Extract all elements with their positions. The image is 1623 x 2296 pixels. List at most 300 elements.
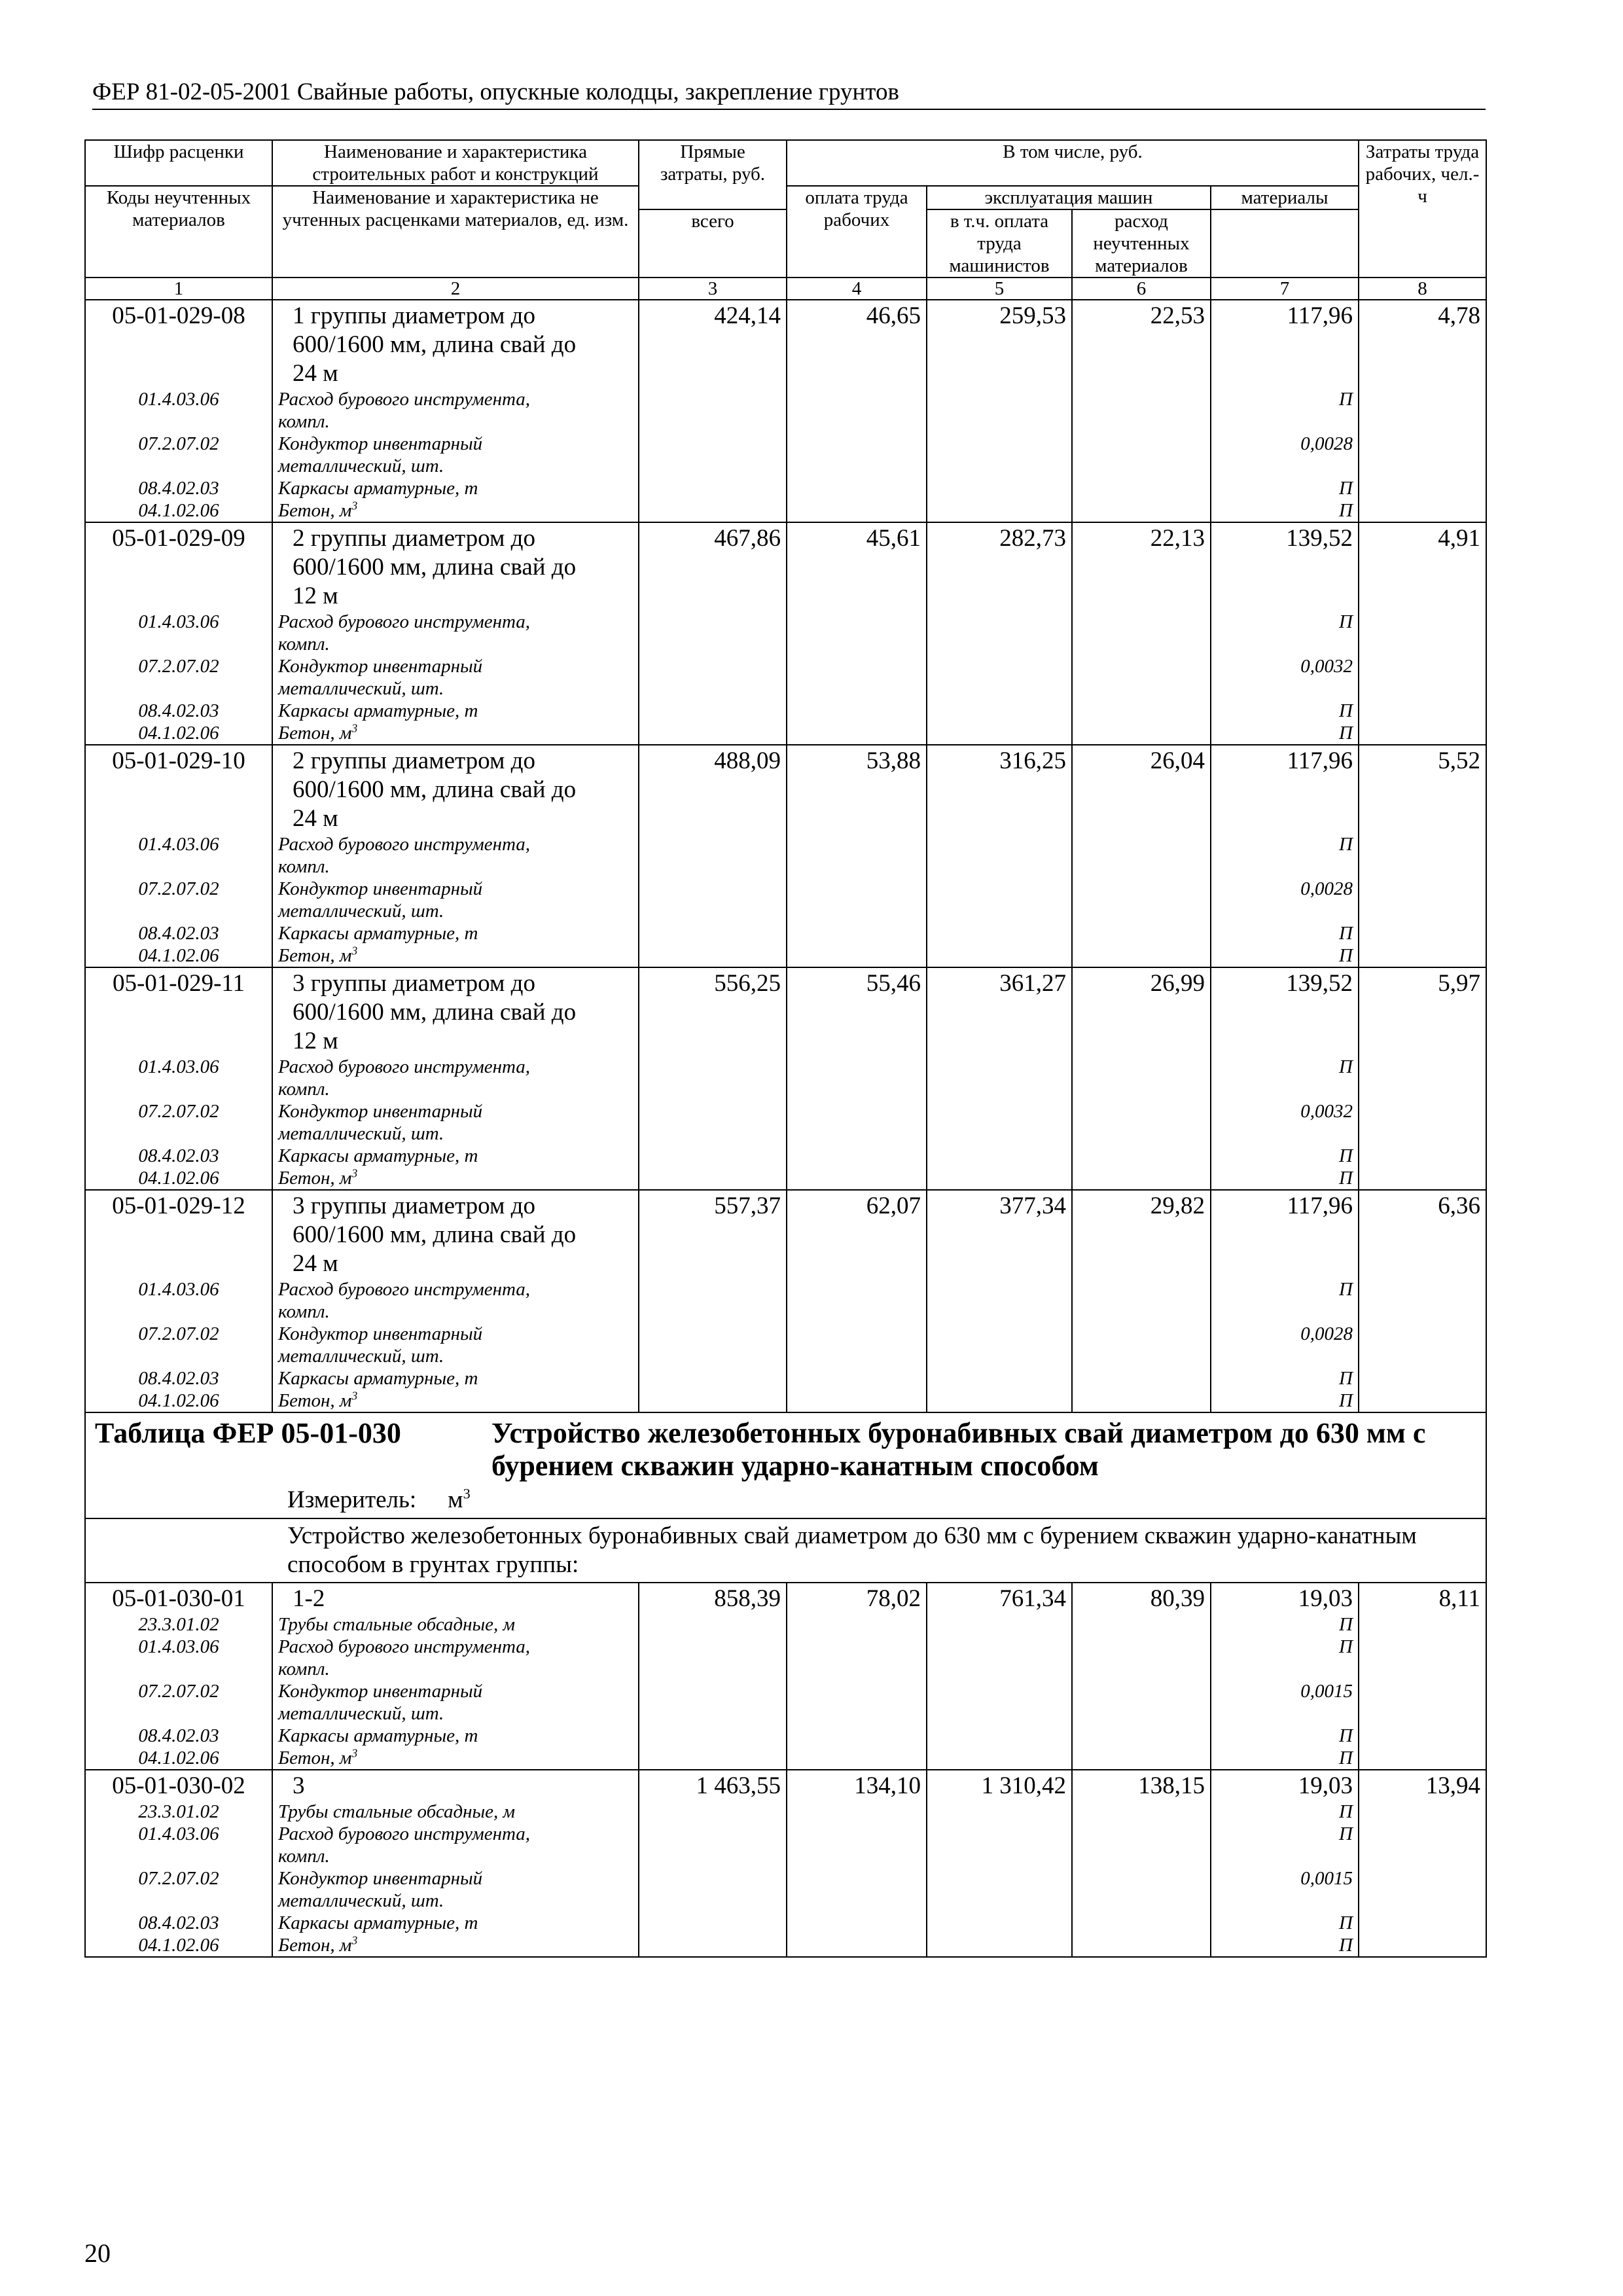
labor-hours: 4,78 (1359, 300, 1486, 388)
empty-cell (1359, 1934, 1486, 1957)
material-name (272, 1100, 639, 1145)
direct-costs: 1 463,55 (639, 1770, 787, 1801)
rate-name (272, 300, 639, 388)
text-line: Бетон, м (278, 945, 352, 966)
page-number: 20 (84, 2238, 111, 2268)
text-line: металлический, шт. (278, 1346, 444, 1367)
direct-costs: 858,39 (639, 1583, 787, 1613)
material-name (272, 1934, 639, 1957)
material-code: 01.4.03.06 (85, 1823, 272, 1867)
text-line: 3 группы диаметром до (293, 970, 535, 997)
material-consumption: П (1211, 833, 1359, 878)
material-name (272, 1725, 639, 1747)
rate-name (272, 522, 639, 611)
labor-hours: 4,91 (1359, 522, 1486, 611)
empty-cell (1072, 499, 1211, 522)
empty-cell (1359, 477, 1486, 499)
superscript: 3 (351, 1166, 358, 1180)
text-line: компл. (278, 411, 330, 432)
material-name (272, 1823, 639, 1867)
material-name (272, 944, 639, 967)
labor-pay: 55,46 (787, 967, 927, 1056)
empty-cell (639, 1100, 787, 1145)
material-row (85, 1934, 1486, 1957)
column-number: 8 (1359, 278, 1486, 300)
empty-cell (1359, 1613, 1486, 1636)
empty-cell (787, 1680, 927, 1725)
rate-row (85, 300, 1486, 388)
empty-cell (1359, 388, 1486, 433)
empty-cell (1072, 655, 1211, 700)
empty-cell (1072, 1934, 1211, 1957)
empty-cell (1072, 722, 1211, 745)
material-consumption: П (1211, 499, 1359, 522)
empty-cell (639, 1747, 787, 1770)
empty-cell (927, 1725, 1072, 1747)
empty-cell (1072, 1167, 1211, 1190)
empty-cell (787, 700, 927, 722)
section-title (91, 1413, 1480, 1482)
materials-cost: 139,52 (1211, 967, 1359, 1056)
direct-costs: 557,37 (639, 1190, 787, 1278)
empty-cell (927, 722, 1072, 745)
empty-cell (1072, 477, 1211, 499)
labor-pay: 78,02 (787, 1583, 927, 1613)
empty-cell (787, 1278, 927, 1323)
material-name (272, 388, 639, 433)
materials-cost: 117,96 (1211, 300, 1359, 388)
rate-code: 05-01-030-02 (85, 1770, 272, 1801)
superscript: 3 (351, 499, 358, 512)
material-consumption: П (1211, 611, 1359, 655)
text-line: Бетон, м (278, 1935, 352, 1956)
rate-row (85, 1583, 1486, 1613)
labor-hours: 6,36 (1359, 1190, 1486, 1278)
empty-cell (1072, 1747, 1211, 1770)
direct-costs: 556,25 (639, 967, 787, 1056)
material-code: 23.3.01.02 (85, 1801, 272, 1823)
text-line: 24 м (293, 360, 338, 387)
material-name (272, 1867, 639, 1912)
text-line: металлический, шт. (278, 901, 444, 922)
material-code: 08.4.02.03 (85, 1145, 272, 1167)
empty-cell (787, 722, 927, 745)
header-ekspluatatsiya: эксплуатация машин (927, 186, 1211, 209)
empty-cell (639, 1823, 787, 1867)
empty-cell (1072, 1145, 1211, 1167)
empty-cell (1072, 944, 1211, 967)
superscript: 3 (351, 944, 358, 958)
materials-cost: 117,96 (1211, 1190, 1359, 1278)
material-row (85, 1636, 1486, 1680)
direct-costs: 424,14 (639, 300, 787, 388)
empty-cell (639, 1867, 787, 1912)
rate-code: 05-01-029-09 (85, 522, 272, 611)
labor-pay: 45,61 (787, 522, 927, 611)
rate-row (85, 1190, 1486, 1278)
text-line: металлический, шт. (278, 1703, 444, 1724)
text-line: Расход бурового инструмента, (278, 389, 531, 410)
text-line: Каркасы арматурные, т (278, 1145, 478, 1166)
labor-hours: 5,52 (1359, 745, 1486, 833)
machines-total: 316,25 (927, 745, 1072, 833)
meter-label: Измеритель: (287, 1486, 417, 1513)
empty-cell (787, 1367, 927, 1390)
material-row (85, 1056, 1486, 1100)
material-name (272, 1801, 639, 1823)
material-code: 04.1.02.06 (85, 1934, 272, 1957)
header-materialy: материалы (1211, 186, 1359, 209)
text-line: металлический, шт. (278, 678, 444, 699)
superscript: 3 (351, 721, 358, 735)
empty-cell (1072, 1680, 1211, 1725)
section-table-id: Таблица ФЕР 05-01-030 (95, 1417, 401, 1449)
text-line: 2 группы диаметром до (293, 747, 535, 774)
material-code: 04.1.02.06 (85, 944, 272, 967)
empty-cell (639, 499, 787, 522)
empty-cell (927, 1636, 1072, 1680)
material-code: 07.2.07.02 (85, 433, 272, 477)
column-number: 6 (1072, 278, 1211, 300)
empty-cell (639, 700, 787, 722)
empty-cell (1359, 1145, 1486, 1167)
material-code: 07.2.07.02 (85, 1100, 272, 1145)
text-line: компл. (278, 856, 330, 877)
empty-cell (787, 1323, 927, 1367)
header-pryamye: Прямые затраты, руб. (639, 140, 787, 209)
empty-cell (1072, 611, 1211, 655)
text-line: металлический, шт. (278, 1123, 444, 1144)
superscript: 3 (351, 1746, 358, 1760)
empty-cell (927, 611, 1072, 655)
header-naimenovanie: Наименование и характеристика строительных работ и конструкций (272, 140, 639, 186)
material-code: 08.4.02.03 (85, 1912, 272, 1934)
material-row (85, 944, 1486, 967)
material-row (85, 433, 1486, 477)
material-name (272, 1056, 639, 1100)
material-name (272, 878, 639, 922)
material-name (272, 611, 639, 655)
material-code: 01.4.03.06 (85, 1278, 272, 1323)
section-name (491, 1417, 1476, 1482)
text-line: Кондуктор инвентарный (278, 1868, 483, 1889)
text-line: Бетон, м (278, 1748, 352, 1768)
empty-cell (1072, 388, 1211, 433)
empty-cell (639, 1367, 787, 1390)
empty-cell (787, 878, 927, 922)
material-row (85, 1613, 1486, 1636)
material-consumption: П (1211, 944, 1359, 967)
text-line: 2 группы диаметром до (293, 525, 535, 552)
empty-cell (927, 477, 1072, 499)
header-oplata: оплата труда рабочих (787, 186, 927, 278)
empty-cell (787, 1167, 927, 1190)
empty-cell (927, 922, 1072, 944)
material-name (272, 1323, 639, 1367)
empty-cell (1359, 700, 1486, 722)
material-code: 01.4.03.06 (85, 388, 272, 433)
text-line: 24 м (293, 805, 338, 832)
text-line: 3 группы диаметром до (293, 1193, 535, 1219)
empty-cell (787, 611, 927, 655)
material-name (272, 922, 639, 944)
empty-cell (1072, 1056, 1211, 1100)
text-line: Расход бурового инструмента, (278, 1279, 531, 1300)
empty-cell (787, 1056, 927, 1100)
material-name (272, 1167, 639, 1190)
material-code: 07.2.07.02 (85, 655, 272, 700)
operators-pay: 26,99 (1072, 967, 1211, 1056)
material-name (272, 499, 639, 522)
material-consumption: П (1211, 1934, 1359, 1957)
empty-cell (927, 833, 1072, 878)
empty-cell (1072, 1367, 1211, 1390)
empty-cell (1359, 433, 1486, 477)
material-name (272, 1367, 639, 1390)
empty-cell (639, 611, 787, 655)
empty-cell (787, 1823, 927, 1867)
empty-cell (787, 655, 927, 700)
material-name (272, 655, 639, 700)
empty-cell (1359, 1367, 1486, 1390)
labor-pay: 62,07 (787, 1190, 927, 1278)
text-line: Бетон, м (278, 1168, 352, 1189)
empty-cell (927, 878, 1072, 922)
rate-code: 05-01-029-08 (85, 300, 272, 388)
text-line: Расход бурового инструмента, (278, 611, 531, 632)
section-header (85, 1412, 1486, 1518)
material-code: 07.2.07.02 (85, 1680, 272, 1725)
empty-cell (639, 1056, 787, 1100)
empty-cell (927, 655, 1072, 700)
empty-cell (787, 1801, 927, 1823)
rate-code: 05-01-029-12 (85, 1190, 272, 1278)
empty-cell (1359, 1636, 1486, 1680)
empty-cell (927, 1390, 1072, 1412)
material-code: 01.4.03.06 (85, 833, 272, 878)
column-number: 4 (787, 278, 927, 300)
material-row (85, 1725, 1486, 1747)
empty-cell (1359, 878, 1486, 922)
empty-cell (1359, 1912, 1486, 1934)
text-line: Каркасы арматурные, т (278, 923, 478, 944)
material-name (272, 1390, 639, 1412)
rate-row (85, 967, 1486, 1056)
empty-cell (787, 1912, 927, 1934)
empty-cell (1072, 700, 1211, 722)
text-line: Бетон, м (278, 500, 352, 521)
material-name (272, 1636, 639, 1680)
empty-cell (639, 1680, 787, 1725)
machines-total: 761,34 (927, 1583, 1072, 1613)
empty-cell (927, 1278, 1072, 1323)
text-line: Кондуктор инвентарный (278, 1681, 483, 1702)
empty-cell (927, 1167, 1072, 1190)
empty-cell (1072, 922, 1211, 944)
text-line: Трубы стальные обсадные, м (278, 1614, 516, 1635)
empty-cell (1072, 1100, 1211, 1145)
text-line: 3 (293, 1772, 305, 1799)
empty-cell (927, 700, 1072, 722)
material-consumption: П (1211, 1725, 1359, 1747)
material-consumption: 0,0028 (1211, 878, 1359, 922)
material-code: 01.4.03.06 (85, 1636, 272, 1680)
empty-cell (1359, 655, 1486, 700)
text-line: компл. (278, 1079, 330, 1100)
material-code: 01.4.03.06 (85, 1056, 272, 1100)
column-number: 2 (272, 278, 639, 300)
material-row (85, 1100, 1486, 1145)
empty-cell (639, 1323, 787, 1367)
empty-cell (1359, 1323, 1486, 1367)
material-name (272, 833, 639, 878)
empty-cell (639, 722, 787, 745)
superscript: 3 (351, 1933, 358, 1947)
empty-cell (927, 1747, 1072, 1770)
empty-cell (1359, 1725, 1486, 1747)
material-consumption: 0,0028 (1211, 1323, 1359, 1367)
rate-row (85, 1770, 1486, 1801)
empty-cell (927, 1145, 1072, 1167)
empty-cell (927, 1823, 1072, 1867)
material-consumption: П (1211, 1912, 1359, 1934)
material-consumption: П (1211, 1747, 1359, 1770)
empty-cell (787, 1145, 927, 1167)
rate-name (272, 1190, 639, 1278)
running-head: ФЕР 81-02-05-2001 Свайные работы, опускные колодцы, закрепление грунтов (92, 77, 1486, 110)
text-line: Каркасы арматурные, т (278, 1725, 478, 1746)
material-name (272, 1912, 639, 1934)
empty-cell (927, 1056, 1072, 1100)
operators-pay: 80,39 (1072, 1583, 1211, 1613)
column-number: 5 (927, 278, 1072, 300)
material-code: 08.4.02.03 (85, 700, 272, 722)
empty-cell (927, 1912, 1072, 1934)
material-consumption: П (1211, 388, 1359, 433)
text-line: Трубы стальные обсадные, м (278, 1801, 516, 1822)
empty-cell (639, 833, 787, 878)
table-body (85, 140, 1486, 1957)
text-line: Кондуктор инвентарный (278, 1101, 483, 1122)
empty-cell (639, 922, 787, 944)
empty-cell (639, 1636, 787, 1680)
rate-code: 05-01-030-01 (85, 1583, 272, 1613)
empty-cell (1359, 499, 1486, 522)
text-line: Кондуктор инвентарный (278, 656, 483, 677)
empty-cell (639, 1801, 787, 1823)
text-line: компл. (278, 1301, 330, 1322)
material-consumption: П (1211, 1636, 1359, 1680)
empty-cell (787, 1747, 927, 1770)
empty-cell (639, 1912, 787, 1934)
operators-pay: 22,13 (1072, 522, 1211, 611)
text-line: Каркасы арматурные, т (278, 700, 478, 721)
empty-cell (1072, 1823, 1211, 1867)
material-row (85, 1323, 1486, 1367)
empty-cell (1072, 1867, 1211, 1912)
material-name (272, 477, 639, 499)
material-name (272, 722, 639, 745)
empty-cell (1072, 1636, 1211, 1680)
material-row (85, 1823, 1486, 1867)
material-consumption: П (1211, 1167, 1359, 1190)
material-consumption: П (1211, 1056, 1359, 1100)
material-name (272, 1145, 639, 1167)
rate-name (272, 745, 639, 833)
empty-cell (787, 1867, 927, 1912)
material-name (272, 1613, 639, 1636)
material-consumption: П (1211, 922, 1359, 944)
empty-cell (1072, 433, 1211, 477)
header-kody: Коды неучтенных материалов (85, 186, 272, 278)
material-name (272, 1278, 639, 1323)
material-code: 07.2.07.02 (85, 878, 272, 922)
material-consumption: П (1211, 1367, 1359, 1390)
material-consumption: П (1211, 1145, 1359, 1167)
text-line: 1 группы диаметром до (293, 302, 535, 329)
material-code: 04.1.02.06 (85, 722, 272, 745)
empty-cell (1072, 1725, 1211, 1747)
rate-row (85, 522, 1486, 611)
header-raskhod: расход неучтенных материалов (1072, 209, 1211, 278)
text-line: Расход бурового инструмента, (278, 1823, 531, 1844)
empty-cell (927, 499, 1072, 522)
header-shifr: Шифр расценки (85, 140, 272, 186)
superscript: 3 (463, 1485, 471, 1502)
material-row (85, 878, 1486, 922)
material-code: 07.2.07.02 (85, 1867, 272, 1912)
empty-cell (787, 1636, 927, 1680)
text-line: Кондуктор инвентарный (278, 878, 483, 899)
direct-costs: 488,09 (639, 745, 787, 833)
header-v-tom-chisle: В том числе, руб. (787, 140, 1359, 186)
empty-cell (1359, 722, 1486, 745)
empty-cell (787, 1613, 927, 1636)
empty-cell (787, 922, 927, 944)
empty-cell (639, 477, 787, 499)
direct-costs: 467,86 (639, 522, 787, 611)
materials-cost: 117,96 (1211, 745, 1359, 833)
text-line: способом в грунтах группы: (287, 1551, 579, 1578)
labor-pay: 134,10 (787, 1770, 927, 1801)
machines-total: 259,53 (927, 300, 1072, 388)
materials-cost: 139,52 (1211, 522, 1359, 611)
material-row (85, 477, 1486, 499)
empty-cell (787, 499, 927, 522)
empty-cell (1359, 1100, 1486, 1145)
section-meter (91, 1482, 1480, 1518)
text-line: бурением скважин ударно-канатным способом (491, 1450, 1099, 1482)
machines-total: 282,73 (927, 522, 1072, 611)
labor-hours: 5,97 (1359, 967, 1486, 1056)
rate-code: 05-01-029-11 (85, 967, 272, 1056)
material-row (85, 1367, 1486, 1390)
empty-cell (1359, 1747, 1486, 1770)
text-line: Каркасы арматурные, т (278, 478, 478, 499)
text-line: 600/1600 мм, длина свай до (293, 331, 577, 358)
empty-cell (639, 1278, 787, 1323)
text-line: Каркасы арматурные, т (278, 1912, 478, 1933)
material-row (85, 1680, 1486, 1725)
empty-cell (927, 1801, 1072, 1823)
text-line: 600/1600 мм, длина свай до (293, 999, 577, 1026)
material-code: 04.1.02.06 (85, 1390, 272, 1412)
empty-cell (927, 1613, 1072, 1636)
operators-pay: 138,15 (1072, 1770, 1211, 1801)
empty-cell (639, 1725, 787, 1747)
material-name (272, 1680, 639, 1725)
text-line: 600/1600 мм, длина свай до (293, 776, 577, 803)
